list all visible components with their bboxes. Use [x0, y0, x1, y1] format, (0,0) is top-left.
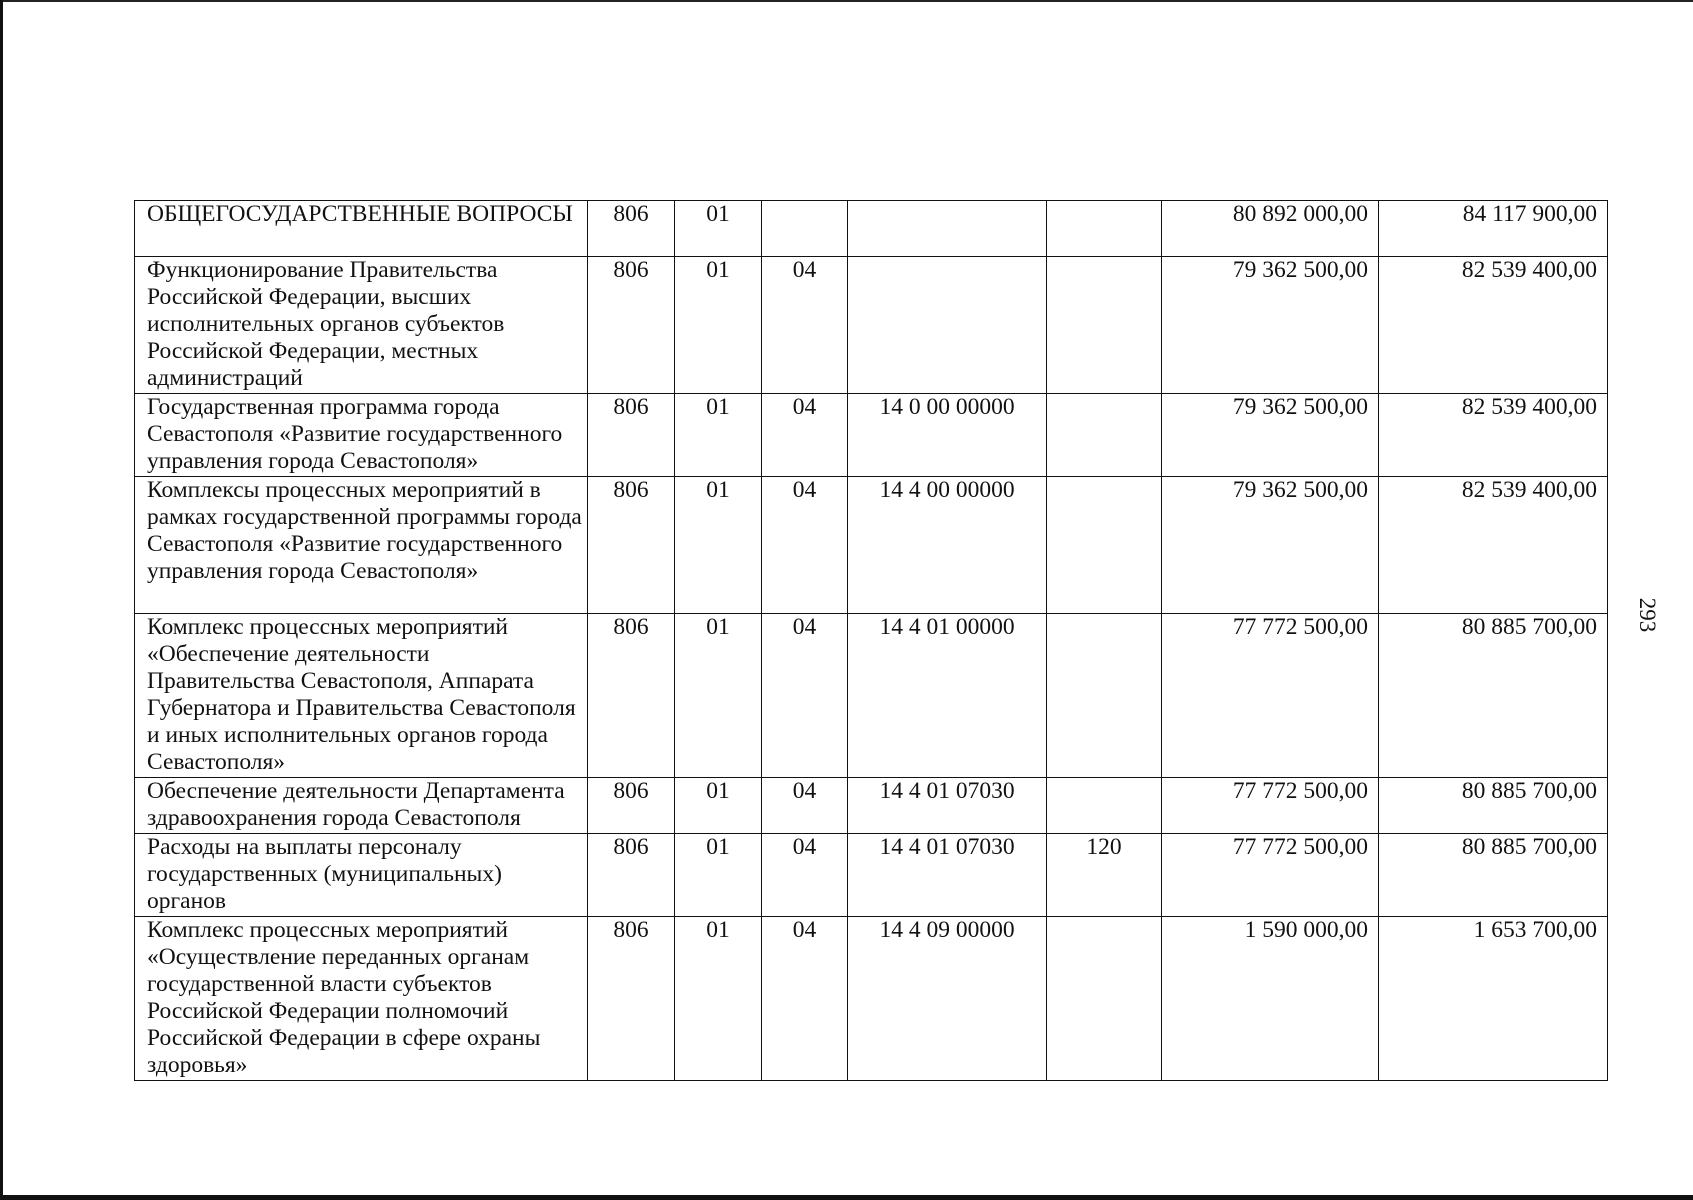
row-name-cell: Комплекс процессных мероприятий «Осуществление переданных органам государственной власти субъектов Российской Федерации полномочий Российской Федерации в сфере охраны здоровья» [135, 917, 588, 1081]
scan-border-top [0, 0, 1693, 2]
target-article-cell: 14 4 09 00000 [848, 917, 1047, 1081]
row-name-cell: ОБЩЕГОСУДАРСТВЕННЫЕ ВОПРОСЫ [135, 201, 588, 257]
section-code-cell: 01 [675, 778, 762, 834]
target-article-cell: 14 4 01 07030 [848, 834, 1047, 917]
section-code-cell: 01 [675, 917, 762, 1081]
amount-year2-cell: 80 885 700,00 [1379, 778, 1608, 834]
expense-type-cell [1047, 257, 1162, 394]
section-code-cell: 01 [675, 614, 762, 778]
section-code-cell: 01 [675, 257, 762, 394]
table-row [135, 778, 1608, 834]
subsection-code-cell: 04 [762, 257, 848, 394]
amount-year1-cell: 77 772 500,00 [1162, 614, 1379, 778]
amount-year1-cell: 79 362 500,00 [1162, 257, 1379, 394]
ved-code-cell: 806 [588, 477, 675, 614]
row-name-cell: Функционирование Правительства Российской Федерации, высших исполнительных органов субъектов Российской Федерации, местных администраций [135, 257, 588, 394]
amount-year1-cell: 79 362 500,00 [1162, 477, 1379, 614]
amount-year2-cell: 84 117 900,00 [1379, 201, 1608, 257]
expense-type-cell [1047, 394, 1162, 477]
table-row [135, 614, 1608, 778]
expense-type-cell [1047, 778, 1162, 834]
amount-year1-cell: 77 772 500,00 [1162, 834, 1379, 917]
subsection-code-cell: 04 [762, 394, 848, 477]
section-code-cell: 01 [675, 477, 762, 614]
expense-type-cell [1047, 917, 1162, 1081]
target-article-cell: 14 0 00 00000 [848, 394, 1047, 477]
ved-code-cell: 806 [588, 917, 675, 1081]
amount-year2-cell: 1 653 700,00 [1379, 917, 1608, 1081]
subsection-code-cell: 04 [762, 778, 848, 834]
amount-year1-cell: 77 772 500,00 [1162, 778, 1379, 834]
row-name-cell: Комплекс процессных мероприятий «Обеспечение деятельности Правительства Севастополя, Аппарата Губернатора и Правительства Севастополя и иных исполнительных органов города Севастополя» [135, 614, 588, 778]
expense-type-cell [1047, 614, 1162, 778]
expense-type-cell [1047, 201, 1162, 257]
row-name-cell: Расходы на выплаты персоналу государственных (муниципальных) органов [135, 834, 588, 917]
amount-year1-cell: 1 590 000,00 [1162, 917, 1379, 1081]
subsection-code-cell: 04 [762, 614, 848, 778]
table-row [135, 257, 1608, 394]
scan-border-bottom [0, 1195, 1693, 1200]
section-code-cell: 01 [675, 201, 762, 257]
subsection-code-cell: 04 [762, 477, 848, 614]
subsection-code-cell: 04 [762, 917, 848, 1081]
target-article-cell [848, 257, 1047, 394]
page-number: 293 [1635, 597, 1660, 633]
target-article-cell: 14 4 01 00000 [848, 614, 1047, 778]
section-code-cell: 01 [675, 394, 762, 477]
table-row [135, 917, 1608, 1081]
section-code-cell: 01 [675, 834, 762, 917]
row-name-cell: Обеспечение деятельности Департамента здравоохранения города Севастополя [135, 778, 588, 834]
ved-code-cell: 806 [588, 834, 675, 917]
amount-year2-cell: 82 539 400,00 [1379, 477, 1608, 614]
ved-code-cell: 806 [588, 394, 675, 477]
amount-year1-cell: 80 892 000,00 [1162, 201, 1379, 257]
amount-year2-cell: 82 539 400,00 [1379, 257, 1608, 394]
table-row [135, 834, 1608, 917]
budget-table [134, 200, 1608, 1081]
ved-code-cell: 806 [588, 778, 675, 834]
subsection-code-cell: 04 [762, 834, 848, 917]
scan-border-left [0, 0, 3, 1200]
table-row [135, 394, 1608, 477]
amount-year2-cell: 80 885 700,00 [1379, 614, 1608, 778]
subsection-code-cell [762, 201, 848, 257]
amount-year2-cell: 82 539 400,00 [1379, 394, 1608, 477]
table-row [135, 201, 1608, 257]
row-name-cell: Государственная программа города Севастополя «Развитие государственного управления города Севастополя» [135, 394, 588, 477]
ved-code-cell: 806 [588, 614, 675, 778]
target-article-cell: 14 4 00 00000 [848, 477, 1047, 614]
row-name-cell: Комплексы процессных мероприятий в рамках государственной программы города Севастополя «Развитие государственного управления города Севастополя» [135, 477, 588, 614]
target-article-cell: 14 4 01 07030 [848, 778, 1047, 834]
amount-year1-cell: 79 362 500,00 [1162, 394, 1379, 477]
expense-type-cell [1047, 477, 1162, 614]
target-article-cell [848, 201, 1047, 257]
expense-type-cell: 120 [1047, 834, 1162, 917]
amount-year2-cell: 80 885 700,00 [1379, 834, 1608, 917]
table-row [135, 477, 1608, 614]
ved-code-cell: 806 [588, 201, 675, 257]
ved-code-cell: 806 [588, 257, 675, 394]
